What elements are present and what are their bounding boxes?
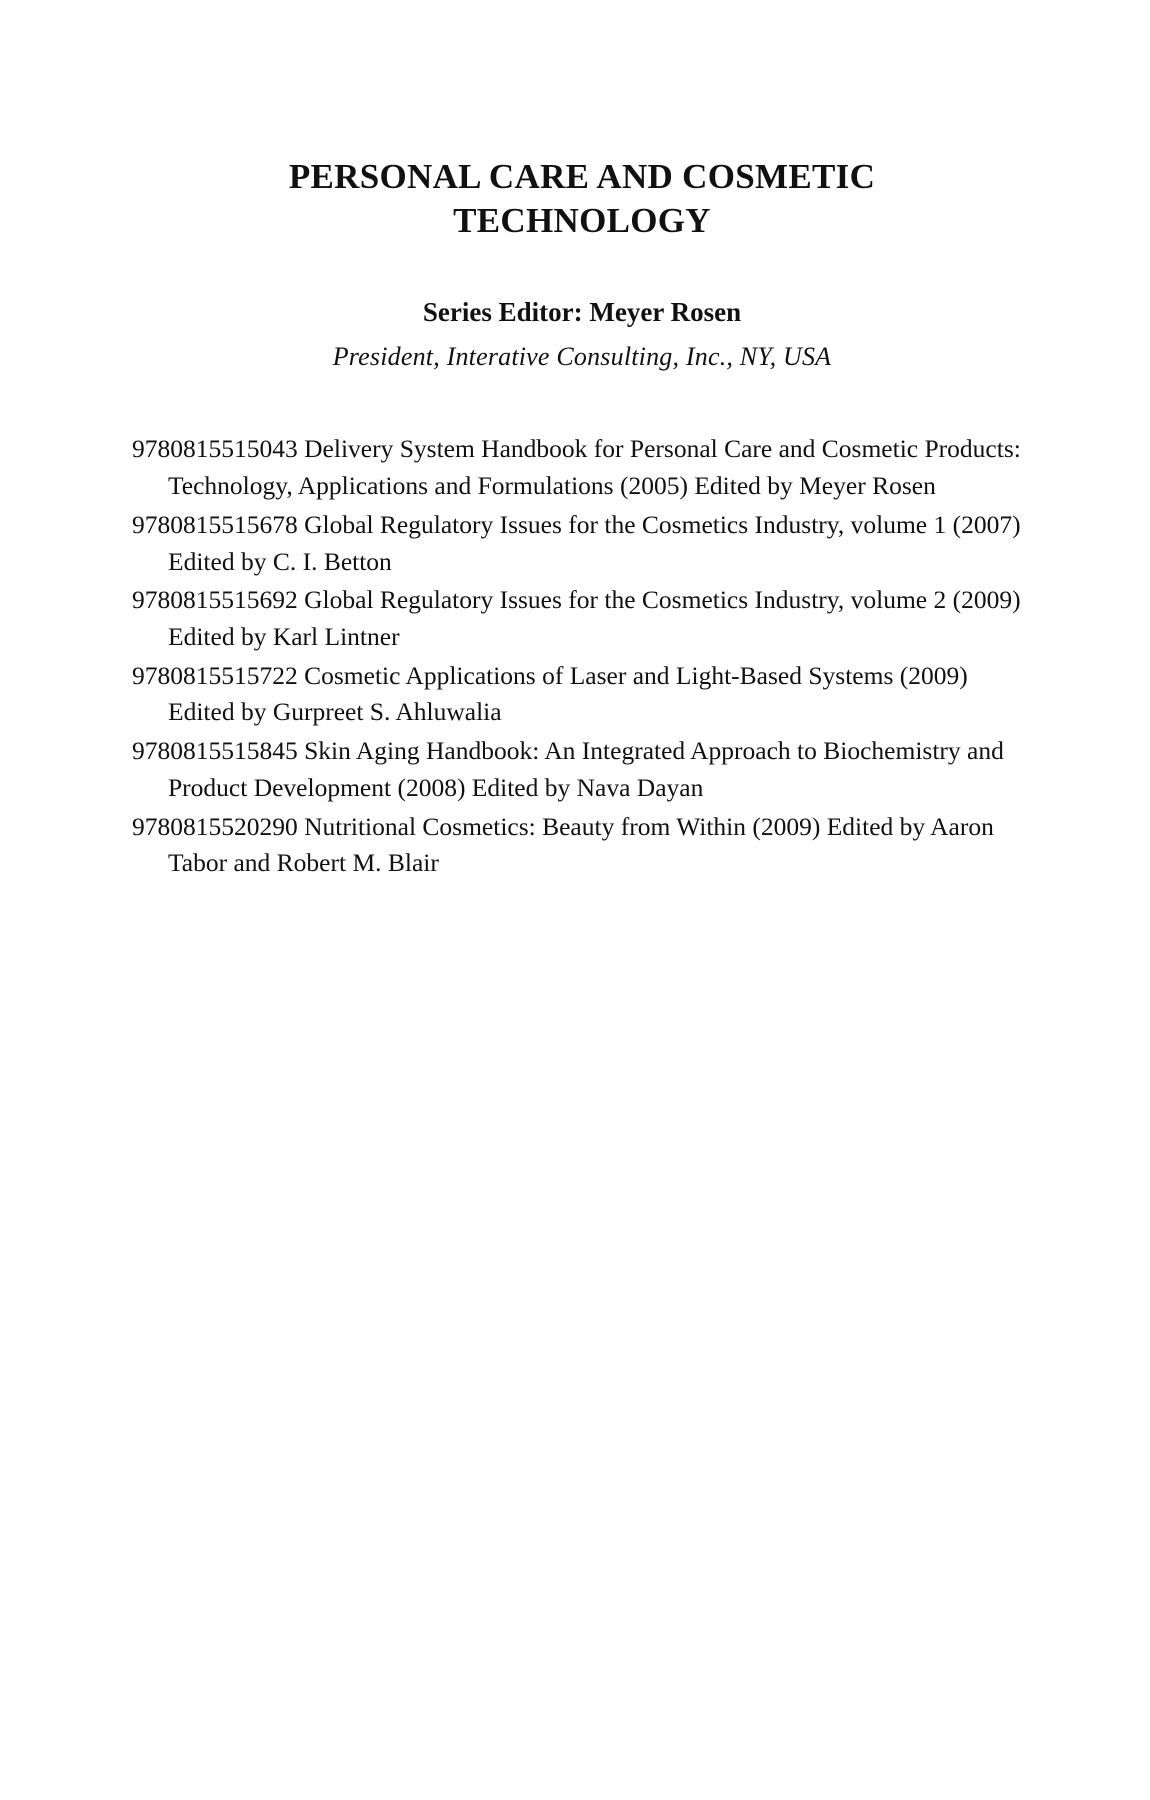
list-item: 9780815515692 Global Regulatory Issues for the Cosmetics Industry, volume 2 (2009) Edited by Karl Lintner <box>132 585 1021 651</box>
list-item: 9780815515845 Skin Aging Handbook: An Integrated Approach to Biochemistry and Product Development (2008) Edited by Nava Dayan <box>132 736 1004 802</box>
series-editor-name: Series Editor: Meyer Rosen <box>422 296 742 327</box>
series-editor-block <box>132 295 1032 374</box>
list-item: 9780815515678 Global Regulatory Issues for the Cosmetics Industry, volume 1 (2007) Edited by C. I. Betton <box>132 509 1021 576</box>
list-item: 9780815515043 Delivery System Handbook for Personal Care and Cosmetic Products: Technology, Applications and Formulations (2005) Edited by Meyer Rosen <box>132 434 1021 501</box>
series-title <box>132 155 1032 243</box>
series-title-line-1: PERSONAL CARE AND COSMETIC <box>288 157 876 196</box>
list-item: 9780815520290 Nutritional Cosmetics: Beauty from Within (2009) Edited by Aaron Tabor and Robert M. Blair <box>132 811 994 878</box>
page-content <box>132 155 1032 884</box>
series-title-line-2: TECHNOLOGY <box>453 200 711 240</box>
book-list <box>132 431 1032 882</box>
series-editor-affiliation: President, Interative Consulting, Inc., NY, USA <box>332 341 832 371</box>
list-item: 9780815515722 Cosmetic Applications of Laser and Light-Based Systems (2009) Edited by Gurpreet S. Ahluwalia <box>132 660 968 727</box>
